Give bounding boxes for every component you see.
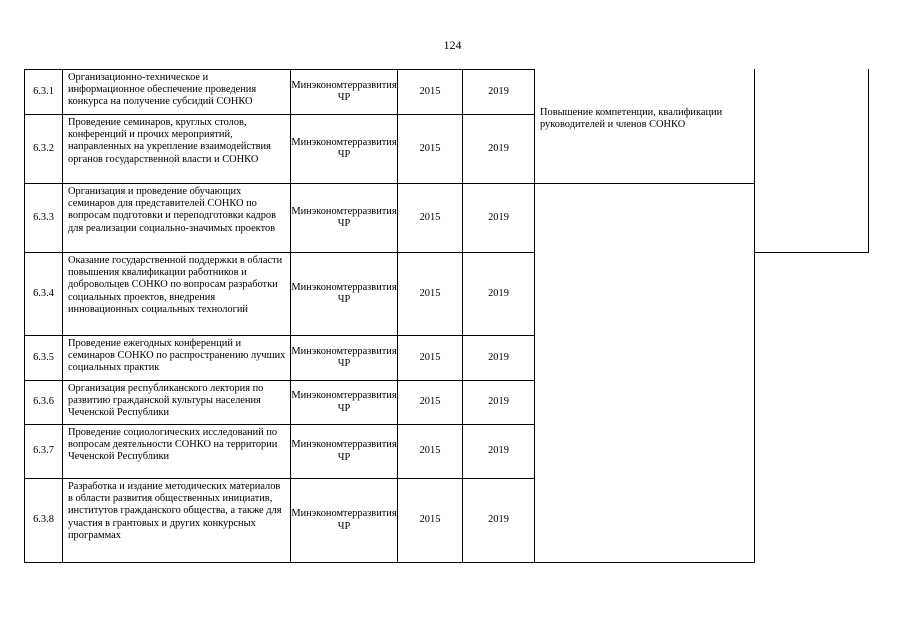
row-number: 6.3.1 bbox=[33, 85, 54, 97]
start-year: 2015 bbox=[419, 445, 441, 457]
row-number: 6.3.3 bbox=[33, 211, 54, 223]
page-number: 124 bbox=[443, 38, 462, 52]
executor: Минэкономтерразвития ЧР bbox=[291, 281, 397, 305]
end-year: 2019 bbox=[488, 211, 509, 223]
result-cell: Повышение компетенции, квалификации руководителей и членов СОНКО bbox=[540, 107, 723, 131]
measure-name: Проведение социологических исследований по вопросам деятельности СОНКО на территории Чеченской Республики bbox=[68, 427, 278, 463]
end-year: 2019 bbox=[488, 142, 509, 154]
row-number: 6.3.8 bbox=[33, 514, 54, 526]
row-number: 6.3.7 bbox=[33, 445, 54, 457]
start-year: 2015 bbox=[419, 396, 441, 408]
grid-hline bbox=[534, 183, 755, 184]
row-number: 6.3.4 bbox=[33, 287, 54, 299]
measure-name: Проведение ежегодных конференций и семинаров СОНКО по распространению лучших социальных практик bbox=[68, 338, 286, 374]
end-year: 2019 bbox=[488, 287, 509, 299]
measure-name: Проведение семинаров, круглых столов, конференций и прочих мероприятий, направленных на укрепление взаимодействия органов государственной власти и СОНКО bbox=[68, 117, 271, 165]
end-year: 2019 bbox=[488, 445, 509, 457]
start-year: 2015 bbox=[419, 514, 441, 526]
executor: Минэкономтерразвития ЧР bbox=[291, 390, 397, 414]
start-year: 2015 bbox=[419, 287, 441, 299]
measure-name: Организация и проведение обучающих семинаров для представителей СОНКО по вопросам подготовки и переподготовки кадров для реализации социально-значимых проектов bbox=[68, 186, 277, 234]
executor: Минэкономтерразвития ЧР bbox=[291, 345, 397, 369]
start-year: 2015 bbox=[419, 142, 441, 154]
end-year: 2019 bbox=[488, 396, 509, 408]
grid-hline bbox=[24, 562, 535, 563]
grid-vline bbox=[754, 69, 755, 563]
row-number: 6.3.2 bbox=[33, 142, 54, 154]
end-year: 2019 bbox=[488, 85, 509, 97]
executor: Минэкономтерразвития ЧР bbox=[291, 439, 397, 463]
executor: Минэкономтерразвития ЧР bbox=[291, 79, 397, 103]
grid-hline bbox=[754, 252, 869, 253]
measure-name: Организация республиканского лектория по развитию гражданской культуры населения Чеченской Республики bbox=[68, 383, 264, 419]
start-year: 2015 bbox=[419, 351, 441, 363]
end-year: 2019 bbox=[488, 351, 509, 363]
measure-name: Разработка и издание методических материалов в области развития общественных инициатив, институтов гражданского общества, а также для участия в грантовых и других конкурсных программах bbox=[68, 481, 282, 541]
row-number: 6.3.6 bbox=[33, 396, 54, 408]
executor: Минэкономтерразвития ЧР bbox=[291, 205, 397, 229]
measure-name: Оказание государственной поддержки в области повышения квалификации работников и добровольцев СОНКО по вопросам разработки социальных проектов, внедрения инновационных социальных технологий bbox=[68, 255, 283, 315]
grid-hline bbox=[534, 562, 755, 563]
start-year: 2015 bbox=[419, 85, 441, 97]
measure-name: Организационно-техническое и информационное обеспечение проведения конкурса на получение субсидий СОНКО bbox=[68, 72, 257, 108]
grid-vline bbox=[534, 69, 535, 563]
start-year: 2015 bbox=[419, 211, 441, 223]
grid-vline bbox=[868, 69, 869, 252]
end-year: 2019 bbox=[488, 514, 509, 526]
row-number: 6.3.5 bbox=[33, 351, 54, 363]
executor: Минэкономтерразвития ЧР bbox=[291, 136, 397, 160]
executor: Минэкономтерразвития ЧР bbox=[291, 508, 397, 532]
